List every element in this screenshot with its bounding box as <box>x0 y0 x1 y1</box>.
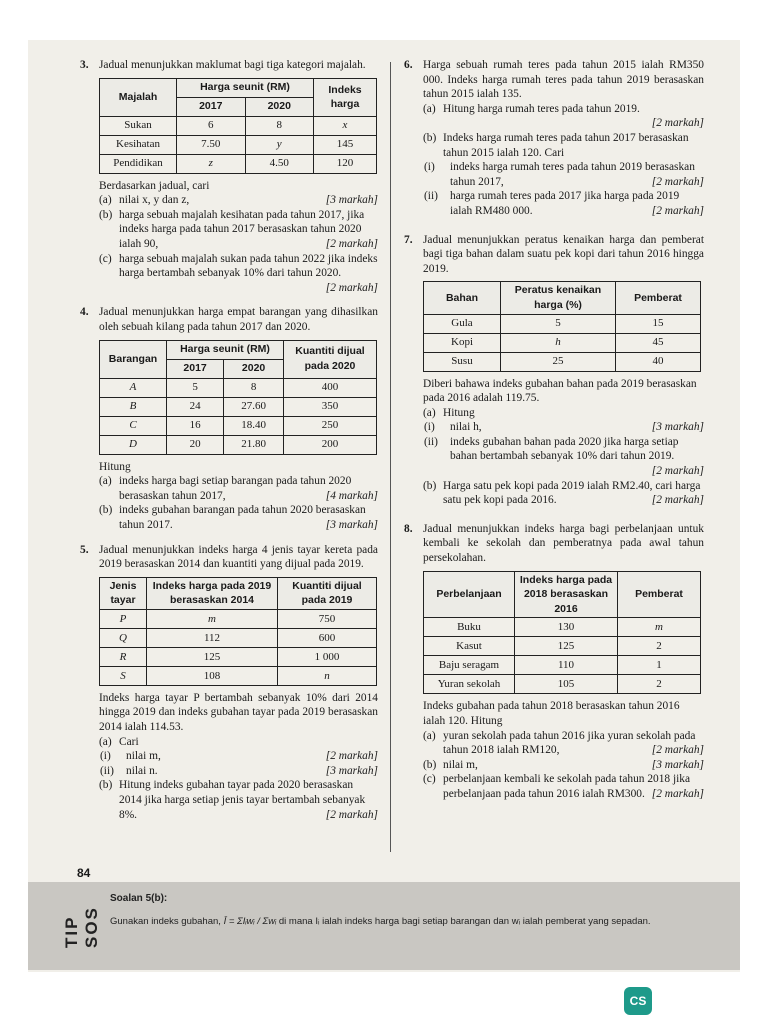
sub-label: (a) <box>99 475 112 488</box>
sub-question <box>80 503 378 532</box>
table-cell: n <box>278 666 377 685</box>
question-intro: Jadual menunjukkan indeks harga 4 jenis tayar kereta pada 2019 berasaskan 2014 dan kuantiti yang dijual pada 2019. <box>99 543 378 571</box>
sub-question <box>404 160 704 189</box>
sub-question <box>80 764 378 779</box>
sub-text: Indeks harga rumah teres pada tahun 2017 berasaskan tahun 2015 ialah 120. Cari <box>443 131 689 159</box>
table-cell: 200 <box>284 435 377 454</box>
table-row <box>100 135 377 154</box>
table-row <box>100 397 377 416</box>
question-6 <box>404 58 704 219</box>
sub-question <box>404 131 704 160</box>
marks: [2 markah] <box>651 175 704 188</box>
sub-text: nilai m, <box>443 758 478 771</box>
table-header: Majalah <box>100 78 177 116</box>
tip-text-post: di mana Iᵢ ialah indeks harga bagi setiap barangan dan wᵢ ialah pemberat yang sepadan. <box>278 916 651 927</box>
question-intro: Jadual menunjukkan indeks harga bagi perbelanjaan untuk kembali ke sekolah dan pemberatnya pada awal tahun persekolahan. <box>423 522 704 565</box>
table-cell: 8 <box>224 378 284 397</box>
sub-text: Hitung <box>443 406 475 419</box>
sub-question <box>80 735 378 750</box>
question-7 <box>404 233 704 508</box>
q4-table <box>99 340 377 455</box>
table-cell: 27.60 <box>224 397 284 416</box>
table-row <box>424 637 701 656</box>
sub-question <box>404 758 704 773</box>
table-row <box>100 628 377 647</box>
table-cell: m <box>147 609 278 628</box>
sub-text: Hitung harga rumah teres pada tahun 2019. <box>443 102 640 115</box>
question-number: 5. <box>80 543 89 556</box>
table-cell: 5 <box>167 378 224 397</box>
question-intro: Jadual menunjukkan maklumat bagi tiga kategori majalah. <box>99 59 366 71</box>
table-row <box>424 333 701 352</box>
table-header: Pemberat <box>618 571 701 618</box>
sub-text: Harga satu pek kopi pada 2019 ialah RM2.40, cari harga satu pek kopi pada 2016. <box>443 479 701 507</box>
table-cell: m <box>618 618 701 637</box>
table-row <box>424 656 701 675</box>
table-cell: 110 <box>515 656 618 675</box>
table-cell: Baju seragam <box>424 656 515 675</box>
table-cell: Gula <box>424 314 501 333</box>
sub-text: Hitung indeks gubahan tayar pada 2020 berasaskan 2014 jika harga setiap jenis tayar bertambah sebanyak 8%. <box>119 779 366 821</box>
table-header: Barangan <box>100 340 167 378</box>
table-header: Bahan <box>424 282 501 314</box>
sub-text: indeks harga bagi setiap barangan pada tahun 2020 berasaskan tahun 2017, <box>119 475 352 502</box>
table-cell: R <box>100 647 147 666</box>
sub-text: indeks gubahan bahan pada 2020 jika harga setiap bahan bertambah sebanyak 10% dari tahun 2019. <box>450 435 679 463</box>
sub-question <box>404 406 704 421</box>
table-cell: Q <box>100 628 147 647</box>
q3-table <box>99 78 377 174</box>
table-header: 2017 <box>177 97 246 116</box>
question-text: Hitung <box>99 460 131 473</box>
sub-question <box>404 772 704 801</box>
table-cell: D <box>100 435 167 454</box>
table-cell: S <box>100 666 147 685</box>
table-cell: Pendidikan <box>100 154 177 173</box>
sub-text: nilai n. <box>126 764 158 777</box>
tip-label: TIP SOS <box>62 906 101 948</box>
sub-question <box>80 749 378 764</box>
camscanner-logo: CS <box>624 987 652 1015</box>
sub-question <box>404 435 704 479</box>
question-number: 4. <box>80 306 89 319</box>
marks: [3 markah] <box>325 194 378 207</box>
marks: [3 markah] <box>651 421 704 434</box>
table-cell: 25 <box>501 352 616 371</box>
tip-text-pre: Gunakan indeks gubahan, <box>110 916 221 927</box>
question-intro: Harga sebuah rumah teres pada tahun 2015 ialah RM350 000. Indeks harga rumah teres pada tahun 2019 berasaskan tahun 2015 ialah 135. <box>423 59 704 101</box>
table-cell: Yuran sekolah <box>424 675 515 694</box>
table-cell: h <box>501 333 616 352</box>
table-cell: Kesihatan <box>100 135 177 154</box>
table-cell: z <box>177 154 246 173</box>
table-cell: 145 <box>314 135 377 154</box>
sub-label: (c) <box>423 773 436 786</box>
table-row <box>424 618 701 637</box>
sub-label: (ii) <box>424 435 438 448</box>
sub-text: indeks gubahan barangan pada tahun 2020 berasaskan tahun 2017. <box>119 504 366 531</box>
table-cell: 125 <box>147 647 278 666</box>
sub-text: nilai h, <box>450 421 482 434</box>
table-cell: 108 <box>147 666 278 685</box>
table-header: Harga seunit (RM) <box>167 340 284 359</box>
table-cell: 45 <box>616 333 701 352</box>
marks: [3 markah] <box>325 518 378 531</box>
q5-table <box>99 577 377 686</box>
marks: [2 markah] <box>651 494 704 507</box>
table-header: Indeks harga pada 2018 berasaskan 2016 <box>515 571 618 618</box>
question-number: 6. <box>404 59 413 71</box>
question-text: Diberi bahawa indeks gubahan bahan pada 2019 berasaskan pada 2016 adalah 119.75. <box>423 377 697 405</box>
table-cell: A <box>100 378 167 397</box>
sub-text: nilai x, y dan z, <box>119 194 190 207</box>
table-cell: 2 <box>618 637 701 656</box>
sub-label: (b) <box>423 479 437 492</box>
sub-question <box>80 474 378 503</box>
table-cell: 750 <box>278 609 377 628</box>
table-header: Kuantiti dijual pada 2019 <box>278 577 377 609</box>
question-number: 8. <box>404 522 413 535</box>
question-intro: Jadual menunjukkan peratus kenaikan harga dan pemberat bagi tiga bahan dalam suatu pek kopi dari tahun 2016 hingga 2019. <box>423 233 704 275</box>
page-number: 84 <box>77 866 91 880</box>
sub-question <box>80 252 378 296</box>
marks: [2 markah] <box>325 750 378 763</box>
table-row <box>100 378 377 397</box>
sub-text: harga sebuah majalah kesihatan pada tahun 2017, jika indeks harga pada tahun 2017 berasaskan tahun 2020 ialah 90, <box>119 208 365 250</box>
sub-label: (ii) <box>424 190 438 203</box>
question-text: Indeks gubahan pada tahun 2018 berasaskan tahun 2016 ialah 120. Hitung <box>423 700 680 727</box>
sub-question <box>80 193 378 208</box>
table-cell: B <box>100 397 167 416</box>
table-cell: Sukan <box>100 116 177 135</box>
sub-label: (b) <box>423 758 437 771</box>
question-text: Berdasarkan jadual, cari <box>99 179 210 192</box>
sub-question <box>404 102 704 131</box>
tip-formula: Ī = ΣIᵢwᵢ / Σwᵢ <box>223 916 277 927</box>
table-cell: 16 <box>167 416 224 435</box>
sub-question <box>404 420 704 435</box>
question-8 <box>404 522 704 802</box>
sub-text: perbelanjaan kembali ke sekolah pada tahun 2018 jika perbelanjaan pada tahun 2016 ialah RM300. <box>443 773 691 800</box>
question-number: 3. <box>80 59 89 71</box>
question-text: Indeks harga tayar P bertambah sebanyak 10% dari 2014 hingga 2019 dan indeks gubahan tayar pada 2019 berasaskan 2014 ialah 114.53. <box>99 691 378 734</box>
tip-text <box>110 916 651 927</box>
table-header: Jenis tayar <box>100 577 147 609</box>
sub-question <box>404 729 704 758</box>
sub-text: indeks harga rumah teres pada tahun 2019 berasaskan tahun 2017, <box>450 161 695 188</box>
table-cell: 40 <box>616 352 701 371</box>
sub-text: harga rumah teres pada 2017 jika harga pada 2019 ialah RM480 000. <box>450 190 680 217</box>
question-intro: Jadual menunjukkan harga empat barangan yang dihasilkan oleh sebuah kilang pada tahun 2017 dan 2020. <box>99 306 378 333</box>
table-cell: C <box>100 416 167 435</box>
marks: [2 markah] <box>325 281 378 294</box>
table-header: Peratus kenaikan harga (%) <box>501 282 616 314</box>
table-cell: y <box>245 135 314 154</box>
sub-text: Cari <box>119 735 139 748</box>
marks: [2 markah] <box>651 744 704 757</box>
table-cell: 20 <box>167 435 224 454</box>
question-5 <box>80 543 378 823</box>
sub-label: (i) <box>100 750 111 763</box>
sub-question <box>404 479 704 508</box>
marks: [2 markah] <box>651 117 704 130</box>
table-cell: x <box>314 116 377 135</box>
tip-title: Soalan 5(b): <box>110 893 168 904</box>
marks: [2 markah] <box>325 808 378 821</box>
table-header: Indeks harga <box>314 78 377 116</box>
question-4 <box>80 305 378 532</box>
table-cell: 1 000 <box>278 647 377 666</box>
table-cell: P <box>100 609 147 628</box>
table-cell: 125 <box>515 637 618 656</box>
table-cell: 600 <box>278 628 377 647</box>
sub-text: harga sebuah majalah sukan pada tahun 2022 jika indeks harga bertambah sebanyak 10% dari tahun 2020. <box>119 252 378 280</box>
sub-label: (a) <box>99 194 112 207</box>
table-cell: Buku <box>424 618 515 637</box>
sub-label: (a) <box>99 735 112 748</box>
question-number: 7. <box>404 233 413 246</box>
sub-text: yuran sekolah pada tahun 2016 jika yuran sekolah pada tahun 2018 ialah RM120, <box>443 729 696 757</box>
sub-label: (i) <box>424 161 435 174</box>
table-cell: 400 <box>284 378 377 397</box>
table-cell: 24 <box>167 397 224 416</box>
table-row <box>100 116 377 135</box>
sub-label: (ii) <box>100 764 114 777</box>
table-cell: 18.40 <box>224 416 284 435</box>
table-header: 2017 <box>167 359 224 378</box>
marks: [3 markah] <box>325 764 378 777</box>
sub-question <box>404 189 704 218</box>
table-cell: 4.50 <box>245 154 314 173</box>
table-cell: 7.50 <box>177 135 246 154</box>
table-cell: Susu <box>424 352 501 371</box>
sub-label: (b) <box>423 131 437 144</box>
left-column <box>80 58 378 829</box>
table-row <box>100 435 377 454</box>
table-row <box>100 647 377 666</box>
table-row <box>100 609 377 628</box>
q7-table <box>423 281 701 371</box>
table-cell: 2 <box>618 675 701 694</box>
table-cell: 6 <box>177 116 246 135</box>
table-header: Kuantiti dijual pada 2020 <box>284 340 377 378</box>
table-cell: 105 <box>515 675 618 694</box>
sub-label: (c) <box>99 252 112 265</box>
table-row <box>100 416 377 435</box>
table-cell: 8 <box>245 116 314 135</box>
table-cell: 15 <box>616 314 701 333</box>
marks: [4 markah] <box>325 489 378 502</box>
marks: [2 markah] <box>651 787 704 800</box>
marks: [3 markah] <box>651 758 704 771</box>
table-row <box>424 314 701 333</box>
sub-label: (b) <box>99 208 113 221</box>
q8-table <box>423 571 701 695</box>
table-header: Harga seunit (RM) <box>177 78 314 97</box>
table-row <box>424 352 701 371</box>
table-cell: 130 <box>515 618 618 637</box>
sub-label: (a) <box>423 406 436 419</box>
column-divider <box>390 62 391 852</box>
table-cell: 120 <box>314 154 377 173</box>
table-row <box>100 154 377 173</box>
table-header: Indeks harga pada 2019 berasaskan 2014 <box>147 577 278 609</box>
table-row <box>100 666 377 685</box>
sub-label: (a) <box>423 729 436 742</box>
table-cell: 1 <box>618 656 701 675</box>
sub-text: nilai m, <box>126 750 161 763</box>
sub-label: (b) <box>99 779 113 792</box>
table-cell: 350 <box>284 397 377 416</box>
table-header: Pemberat <box>616 282 701 314</box>
table-header: 2020 <box>224 359 284 378</box>
marks: [2 markah] <box>651 204 704 217</box>
question-3 <box>80 58 378 295</box>
sub-question <box>80 208 378 252</box>
table-cell: Kopi <box>424 333 501 352</box>
marks: [2 markah] <box>325 237 378 250</box>
table-cell: 112 <box>147 628 278 647</box>
table-header: Perbelanjaan <box>424 571 515 618</box>
sub-label: (a) <box>423 102 436 115</box>
right-column <box>404 58 704 809</box>
table-row <box>424 675 701 694</box>
table-cell: 5 <box>501 314 616 333</box>
table-cell: 250 <box>284 416 377 435</box>
table-header: 2020 <box>245 97 314 116</box>
table-cell: 21.80 <box>224 435 284 454</box>
sub-label: (i) <box>424 421 435 434</box>
table-cell: Kasut <box>424 637 515 656</box>
sub-label: (b) <box>99 504 113 517</box>
marks: [2 markah] <box>651 465 704 478</box>
sub-question <box>80 778 378 822</box>
